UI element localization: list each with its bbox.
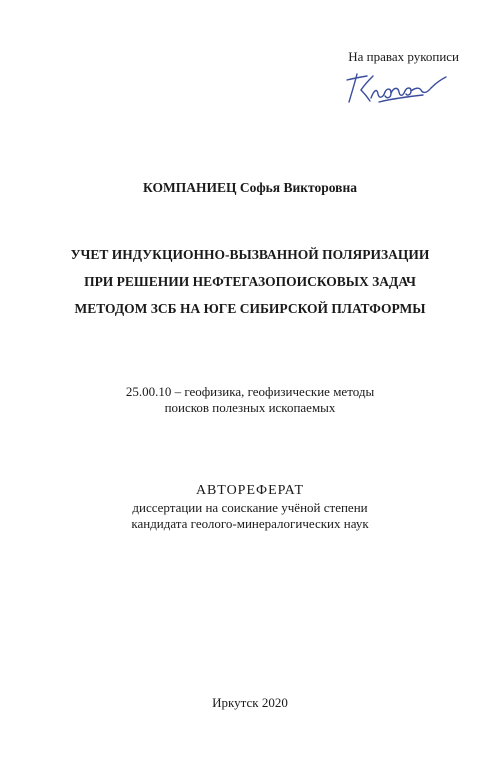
title-line: ПРИ РЕШЕНИИ НЕФТЕГАЗОПОИСКОВЫХ ЗАДАЧ xyxy=(84,274,416,289)
specialty-line: 25.00.10 – геофизика, геофизические методы xyxy=(125,384,375,399)
rights-note: На правах рукописи xyxy=(348,49,459,64)
specialty-line: поисков полезных ископаемых xyxy=(164,400,336,415)
specialty-code xyxy=(0,384,500,416)
abstract-line: кандидата геолого-минералогических наук xyxy=(131,516,369,531)
author-name: КОМПАНИЕЦ Софья Викторовна xyxy=(143,180,357,195)
dissertation-title xyxy=(20,241,480,322)
abstract-line: диссертации на соискание учёной степени xyxy=(132,500,368,515)
city-year: Иркутск 2020 xyxy=(212,695,288,710)
abstract-heading: АВТОРЕФЕРАТ xyxy=(195,483,305,498)
abstract-description xyxy=(0,500,500,532)
signature-icon xyxy=(343,68,449,106)
title-line: УЧЕТ ИНДУКЦИОННО-ВЫЗВАННОЙ ПОЛЯРИЗАЦИИ xyxy=(70,247,430,262)
title-line: МЕТОДОМ ЗСБ НА ЮГЕ СИБИРСКОЙ ПЛАТФОРМЫ xyxy=(74,301,426,316)
